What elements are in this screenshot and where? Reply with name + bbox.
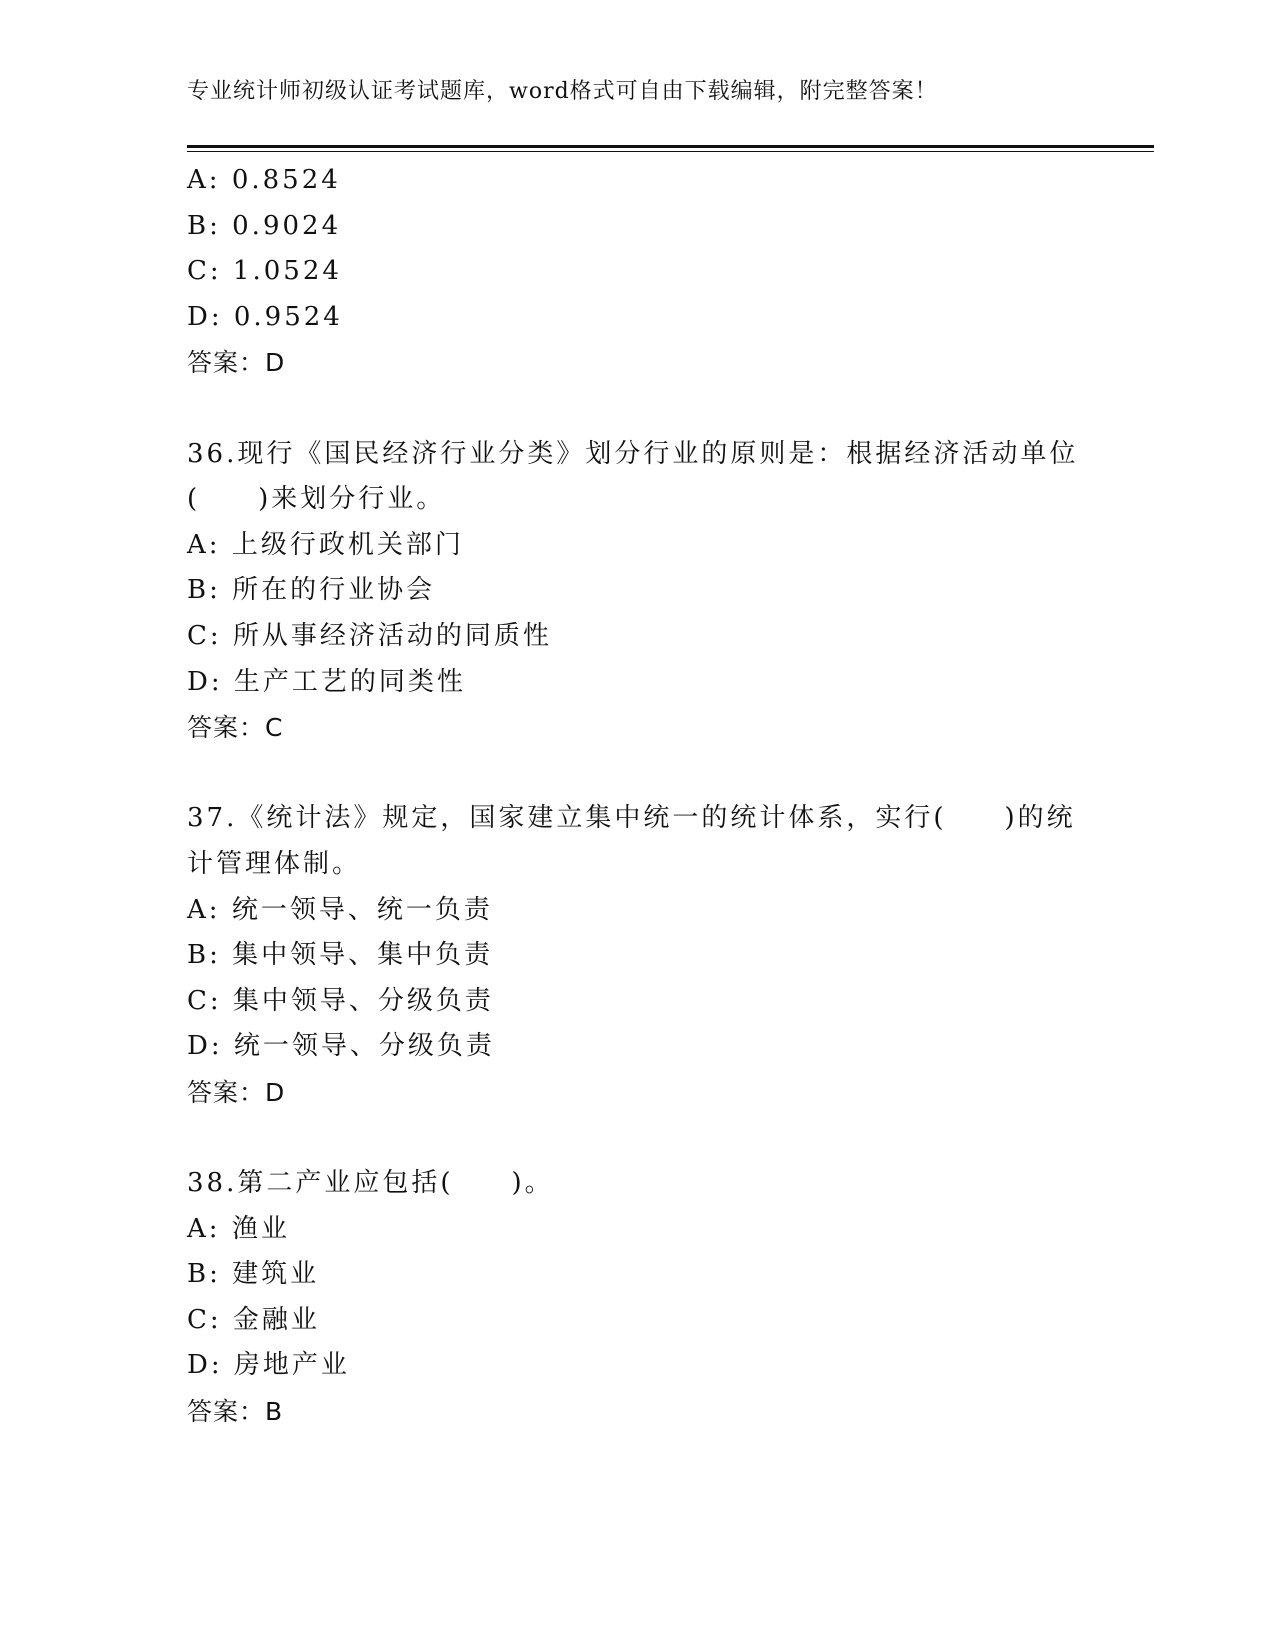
option-c: C: 所从事经济活动的同质性 — [187, 620, 552, 651]
option-a: A: 统一领导、统一负责 — [187, 894, 493, 925]
answer-label: 答案：D — [187, 348, 286, 378]
question-list — [187, 158, 1097, 1435]
option-d: D: 0.9524 — [187, 301, 343, 332]
option-d: D: 统一领导、分级负责 — [187, 1031, 495, 1062]
question-stem: 38.第二产业应包括( )。 — [187, 1168, 554, 1199]
option-c: C: 金融业 — [187, 1304, 320, 1335]
header-rule-thick — [187, 145, 1154, 148]
question-stem-continued: 计管理体制。 — [187, 848, 362, 879]
option-c: C: 1.0524 — [187, 256, 342, 287]
option-a: A: 上级行政机关部门 — [187, 529, 464, 560]
answer-label: 答案：D — [187, 1077, 286, 1107]
option-d: D: 房地产业 — [187, 1350, 350, 1381]
option-b: B: 0.9024 — [187, 210, 342, 241]
header-rule-thin — [187, 151, 1154, 152]
answer-label: 答案：C — [187, 713, 284, 743]
question-block-37 — [187, 796, 1097, 1115]
answer-label: 答案：B — [187, 1397, 284, 1427]
question-stem: 37.《统计法》规定，国家建立集中统一的统计体系，实行( )的统 — [187, 803, 1076, 834]
spacer — [187, 1115, 1097, 1161]
question-block-38 — [187, 1161, 1097, 1435]
option-b: B: 建筑业 — [187, 1259, 320, 1290]
option-a: A: 0.8524 — [187, 165, 341, 195]
question-stem: 36.现行《国民经济行业分类》划分行业的原则是：根据经济活动单位 — [187, 438, 1079, 469]
question-stem-continued: ( )来划分行业。 — [187, 484, 446, 515]
option-c: C: 集中领导、分级负责 — [187, 985, 494, 1016]
option-b: B: 集中领导、集中负责 — [187, 940, 494, 971]
spacer — [187, 386, 1097, 432]
question-block-partial — [187, 158, 1097, 386]
spacer — [187, 751, 1097, 797]
option-d: D: 生产工艺的同类性 — [187, 666, 466, 697]
option-a: A: 渔业 — [187, 1213, 290, 1244]
question-block-36 — [187, 432, 1097, 751]
option-b: B: 所在的行业协会 — [187, 575, 436, 606]
page-header: 专业统计师初级认证考试题库，word格式可自由下载编辑，附完整答案！ — [187, 79, 938, 104]
